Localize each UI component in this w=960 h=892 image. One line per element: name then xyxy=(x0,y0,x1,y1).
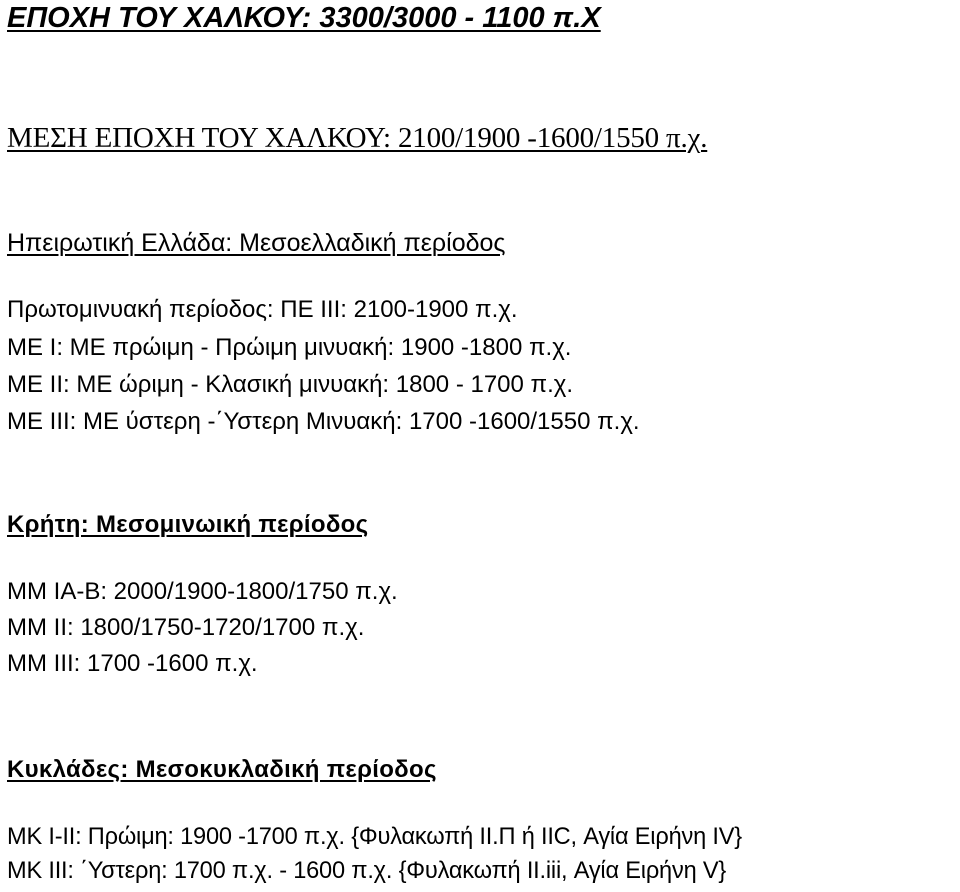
page-title: ΕΠΟΧΗ ΤΟΥ ΧΑΛΚΟΥ: 3300/3000 - 1100 π.Χ xyxy=(7,2,601,34)
mainland-line: ΜΕ ΙΙ: ΜΕ ώριμη - Κλασική μινυακή: 1800 - 1700 π.χ. xyxy=(7,371,574,398)
crete-line: ΜΜ ΙΙΙ: 1700 -1600 π.χ. xyxy=(7,650,258,677)
page-subtitle: ΜΕΣΗ ΕΠΟΧΗ ΤΟΥ ΧΑΛΚΟΥ: 2100/1900 -1600/1550 π.χ. xyxy=(7,122,708,154)
crete-line: ΜΜ ΙΑ-Β: 2000/1900-1800/1750 π.χ. xyxy=(7,578,398,605)
cyclades-line: ΜΚ Ι-ΙΙ: Πρώιμη: 1900 -1700 π.χ. {Φυλακωπή ΙΙ.Π ή IIC, Αγία Ειρήνη IV} xyxy=(7,824,742,850)
crete-heading: Κρήτη: Μεσομινωική περίοδος xyxy=(7,511,369,538)
mainland-line: Πρωτομινυακή περίοδος: ΠΕ ΙΙΙ: 2100-1900 π.χ. xyxy=(7,296,518,323)
mainland-line: ΜΕ Ι: ΜΕ πρώιμη - Πρώιμη μινυακή: 1900 -1800 π.χ. xyxy=(7,334,572,361)
mainland-line: ΜΕ ΙΙΙ: ΜΕ ύστερη -΄Υστερη Μινυακή: 1700 -1600/1550 π.χ. xyxy=(7,408,640,435)
cyclades-heading: Κυκλάδες: Μεσοκυκλαδική περίοδος xyxy=(7,756,437,783)
cyclades-line: ΜΚ ΙΙΙ: ΄Υστερη: 1700 π.χ. - 1600 π.χ. {Φυλακωπή ΙΙ.iii, Αγία Ειρήνη V} xyxy=(7,858,727,884)
crete-line: ΜΜ ΙΙ: 1800/1750-1720/1700 π.χ. xyxy=(7,614,365,641)
mainland-heading: Ηπειρωτική Ελλάδα: Μεσοελλαδική περίοδος xyxy=(7,229,506,257)
